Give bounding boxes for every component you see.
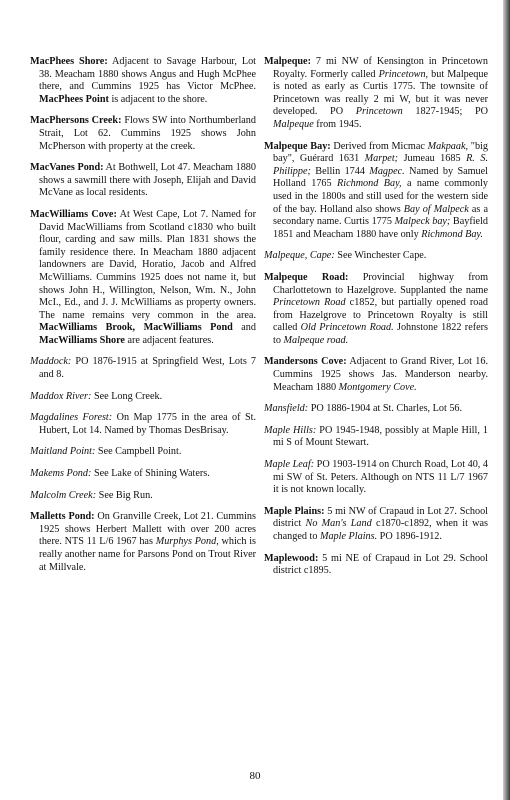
entry-headword: Magdalines Forest: — [30, 412, 113, 424]
entry-text: Bay of Malpeck — [403, 203, 469, 215]
entry-macwilliams-cove — [30, 209, 256, 348]
entry-text: Johnstone 1822 refers to — [273, 322, 488, 346]
entry-maple-plains — [264, 506, 488, 544]
entry-malcolm-creek — [30, 490, 256, 503]
entry-text: See Big Run. — [96, 489, 153, 501]
entry-text: At Bothwell, Lot 47. Meacham 1880 shows a sawmill there with Joseph, Elijah and David McVane as local residents. — [39, 162, 256, 199]
entry-text: Richmond Bay, — [337, 178, 402, 190]
entry-headword: Maplewood: — [264, 552, 319, 564]
entry-text: 5 mi NE of Crapaud in Lot 29. School district c1895. — [273, 552, 488, 577]
entry-makems-pond — [30, 468, 256, 481]
entry-macphersons-creek — [30, 115, 256, 153]
entry-maddox-river — [30, 391, 256, 404]
entry-text: which is really another name for Parsons Pond on Trout River at Millvale. — [39, 536, 256, 573]
entry-text: Named by Samuel Holland 1765 — [273, 165, 488, 190]
entry-text: MacPhees Point — [39, 93, 109, 105]
entry-text: PO 1945-1948, possibly at Maple Hill, 1 mi S of Mount Stewart. — [273, 424, 489, 449]
entry-headword: Malpeque: — [264, 56, 311, 67]
entry-macphees-shore — [30, 56, 256, 106]
entry-text: On Map 1775 in the area of St. Hubert, Lot 14. Named by Thomas DesBrisay. — [39, 412, 256, 436]
entry-text: Murphys Pond, — [155, 536, 219, 548]
entry-headword: Maple Plains: — [264, 505, 325, 517]
entry-magdalines-forest — [30, 412, 256, 437]
entry-text: 7 mi NW of Kensington in Princetown Royalty. Formerly called — [273, 56, 488, 80]
entry-headword: Malletts Pond: — [30, 511, 95, 523]
entry-text: Malpeque — [273, 118, 314, 130]
entry-headword: Malpeque Road: — [264, 271, 349, 283]
entry-headword: MacVanes Pond: — [30, 162, 104, 174]
entry-headword: Malcolm Creek: — [30, 489, 97, 501]
entry-text: Old Princetown Road. — [300, 322, 394, 334]
entry-text: from 1945. — [313, 118, 362, 130]
entry-headword: Malpeque Bay: — [264, 140, 331, 152]
entry-maitland-point — [30, 446, 256, 459]
entry-maple-leaf — [264, 459, 488, 497]
entry-headword: Mandersons Cove: — [264, 356, 347, 368]
entry-malpeque-bay — [264, 141, 488, 242]
entry-text: 1827-1945; PO — [402, 106, 488, 118]
entry-text: PO 1903-1914 on Church Road, Lot 40, 4 mi SW of St. Peters. Although on NTS 11 L/7 1967 it is not known locally. — [273, 459, 489, 496]
entry-headword: Maddock: — [30, 356, 72, 368]
entry-text: See Campbell Point. — [95, 446, 182, 458]
entry-text: Malpeck bay; — [394, 216, 451, 228]
entry-headword: Maple Leaf: — [264, 459, 315, 471]
entry-text: Adjacent to Grand River, Lot 16. Cummins 1925 shows Jas. Manderson nearby. Meacham 1880 — [273, 356, 488, 393]
entry-headword: Malpeque, Cape: — [264, 250, 335, 262]
entry-text: 5 mi NW of Crapaud in Lot 27. School district — [273, 505, 488, 530]
entry-text: Jumeau 1685 — [398, 153, 467, 165]
entry-text: c1870-c1892, when it was changed to — [273, 518, 488, 542]
entry-text: Bayfield 1851 and Meacham 1880 have only — [273, 216, 488, 240]
entry-text: PO 1876-1915 at Springfield West, Lots 7 and 8. — [39, 356, 256, 381]
entry-text: No Man's Land — [305, 518, 372, 530]
entry-malpeque-cape — [264, 250, 488, 263]
entry-headword: MacWilliams Cove: — [30, 208, 117, 220]
entry-text: Bellin 1744 — [310, 165, 370, 177]
entry-text: Derived from Micmac — [330, 140, 428, 152]
entry-text: On Granville Creek, Lot 21. Cummins 1925 shows Herbert Mallett with over 200 acres there. NTS 11 L/6 1967 has — [39, 511, 256, 548]
entry-headword: Maitland Point: — [30, 446, 96, 458]
entry-headword: Maple Hills: — [264, 424, 317, 436]
entry-text: R. S. Philippe; — [273, 153, 488, 177]
entry-headword: Mansfield: — [264, 403, 309, 415]
entry-text: Makpaak, — [427, 140, 469, 152]
entry-text: as a secondary name. Curtis 1775 — [273, 203, 488, 228]
entry-text: Provincial highway from Charlottetown to Hazelgrove. Supplanted the name — [273, 271, 488, 296]
entry-text: is adjacent to the shore. — [108, 93, 208, 105]
entry-text: Richmond Bay. — [421, 228, 483, 240]
entry-text: Malpeque road. — [283, 334, 349, 346]
entry-text: MacWilliams Brook, MacWilliams Pond — [39, 322, 233, 334]
page-edge-shadow — [503, 0, 510, 800]
entry-text: Maple Plains. — [319, 531, 378, 542]
entry-text: Magpec. — [369, 165, 405, 177]
entry-text: See Winchester Cape. — [334, 250, 427, 262]
entry-text: See Lake of Shining Waters. — [91, 468, 210, 480]
entry-text: Marpet; — [364, 153, 399, 165]
entry-text: PO 1896-1912. — [377, 531, 442, 542]
entry-text: but Malpeque is noted as early as Curtis 1775. The townsite of Princetown was really 2 mi W, but it was never developed. PO — [273, 68, 488, 118]
entry-maple-hills — [264, 425, 488, 450]
entry-text: Adjacent to Savage Harbour, Lot 38. Meacham 1880 shows Angus and Hugh McPhee there, and Cummins 1925 has Victor McPhee. — [39, 56, 257, 93]
entry-malpeque — [264, 56, 488, 132]
left-column — [30, 56, 256, 583]
entry-text: MacWilliams Shore — [39, 334, 125, 346]
entry-malpeque-road — [264, 272, 488, 348]
entry-text: See Long Creek. — [91, 390, 163, 402]
page-number: 80 — [249, 770, 261, 782]
entry-maddock — [30, 356, 256, 381]
entry-text: c1852, but partially opened road from Hazelgrove to Princetown Royalty is still called — [273, 297, 488, 334]
entry-text: Princetown — [355, 106, 403, 118]
entry-text: are adjacent features. — [124, 334, 214, 346]
entry-maplewood — [264, 553, 488, 578]
entry-text: PO 1886-1904 at St. Charles, Lot 56. — [308, 403, 463, 415]
entry-text: Princetown, — [378, 68, 429, 80]
entry-headword: Makems Pond: — [30, 468, 92, 480]
entry-mansfield — [264, 403, 488, 416]
entry-headword: Maddox River: — [30, 390, 92, 402]
entry-text: At West Cape, Lot 7. Named for David MacWilliams from Scotland c1830 who built flour, carding and saw mills. Plan 1831 shows the family residence there. In Meacham 1880 adjacent landowners are David, Horatio, Jacob and Alfred McWilliams. Cummins 1925 does not name it, but shows John H., Willington, Nelson, Wm. N., John McI., Ed., and J. J. McWilliams as property owners. The name remains very common in the area. — [39, 208, 257, 321]
entry-malletts-pond — [30, 511, 256, 574]
right-column — [264, 56, 488, 587]
entry-text: Princetown Road — [273, 297, 346, 309]
entry-text: "big bay", Guérard 1631 — [273, 140, 488, 165]
entry-headword: MacPhees Shore: — [30, 56, 108, 67]
entry-text: Flows SW into Northumberland Strait, Lot 62. Cummins 1925 shows John McPherson with property at the creek. — [39, 115, 256, 152]
entry-text: Montgomery Cove. — [338, 381, 417, 393]
entry-text: and — [232, 322, 256, 334]
entry-text: a name commonly used in the 1800s and still used for the western side of the bay. Holland also shows — [273, 178, 488, 215]
entry-headword: MacPhersons Creek: — [30, 115, 122, 127]
entry-mandersons-cove — [264, 356, 488, 394]
entry-macvanes-pond — [30, 162, 256, 200]
